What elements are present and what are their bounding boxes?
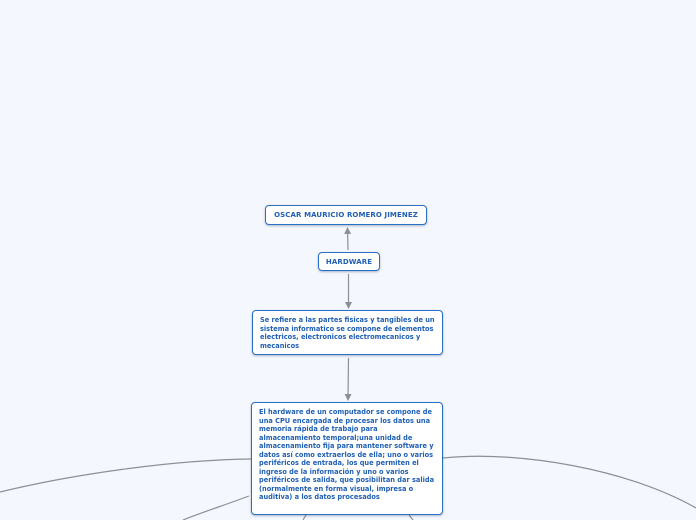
connector-hardware-to-author [348,228,349,250]
hardware-root-node[interactable] [318,252,380,271]
author-node[interactable] [265,205,427,225]
connector-branch-bottom-left [303,515,306,520]
components-node[interactable] [251,402,443,515]
definition-node-text: Se refiere a las partes fisicas y tangibles de un sistema informatico se compone de elementos electricos, electronicos electromecanicos y mecanicos [260,316,435,350]
connector-definition-to-components [348,358,349,400]
connector-branch-bottom-right [409,515,413,520]
hardware-root-node-label: HARDWARE [325,257,373,266]
definition-node[interactable] [252,310,443,355]
connector-branch-right [443,456,696,508]
connector-branch-left-upper [0,459,251,492]
components-node-text: El hardware de un computador se compone de una CPU encargada de procesar los datos una memoria rápida de trabajo para almacenamiento temporal;una unidad de almacenamiento fija para mantener software y datos así como extraerlos de ella; uno o varios periféricos de entrada, los que permiten el ingreso de la información y uno o varios periféricos de salida, que posibilitan dar salida (normalmente en forma visual, impresa o auditiva) a los datos procesados [259,408,435,501]
connector-branch-left-lower [183,496,249,520]
author-node-label: OSCAR MAURICIO ROMERO JIMENEZ [274,211,418,219]
